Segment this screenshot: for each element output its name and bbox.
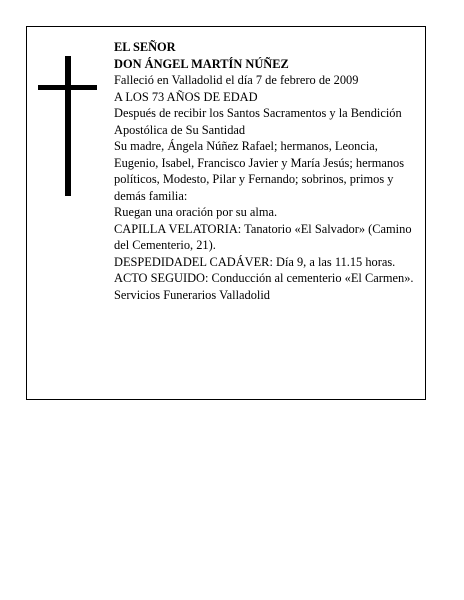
age-statement: A LOS 73 AÑOS DE EDAD	[114, 89, 258, 104]
obituary-title: EL SEÑOR	[114, 40, 176, 54]
deceased-name: DON ÁNGEL MARTÍN NÚÑEZ	[114, 56, 289, 71]
procession-info: ACTO SEGUIDO: Conducción al cementerio «El Carmen».	[114, 271, 414, 285]
cross-vertical-bar	[65, 56, 71, 196]
chapel-info: CAPILLA VELATORIA: Tanatorio «El Salvador» (Camino del Cementerio, 21).	[114, 221, 412, 252]
death-statement: Falleció en Valladolid el día 7 de febrero de 2009	[114, 73, 359, 87]
farewell-info: DESPEDIDADEL CADÁVER: Día 9, a las 11.15 horas.	[114, 254, 396, 269]
obituary-text	[114, 39, 414, 303]
prayer-request: Ruegan una oración por su alma.	[114, 205, 278, 219]
cross-icon	[27, 27, 127, 227]
sacraments-statement: Después de recibir los Santos Sacramentos y la Bendición Apostólica de Su Santidad	[114, 106, 402, 137]
cross-horizontal-bar	[38, 85, 97, 90]
funeral-services: Servicios Funerarios Valladolid	[114, 287, 271, 302]
family-list: Su madre, Ángela Núñez Rafael; hermanos, Leoncia, Eugenio, Isabel, Francisco Javier y María Jesús; hermanos políticos, Modesto, Pilar y Fernando; sobrinos, primos y demás familia:	[114, 139, 405, 203]
obituary-notice	[26, 26, 426, 400]
